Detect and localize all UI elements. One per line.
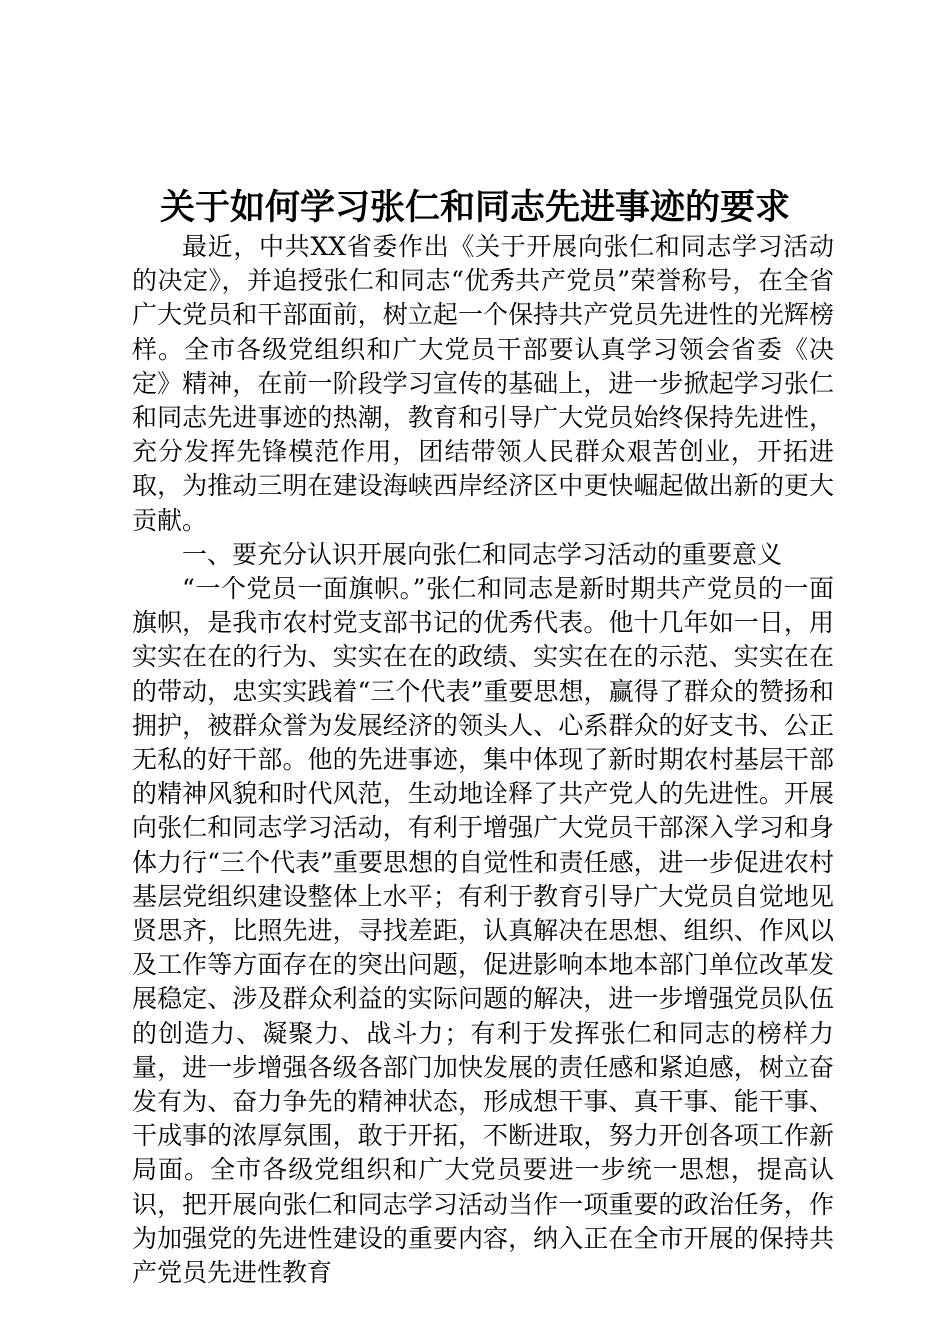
section-heading: 一、要充分认识开展向张仁和同志学习活动的重要意义 — [182, 539, 783, 569]
document-title: 关于如何学习张仁和同志先进事迹的要求 — [159, 187, 790, 228]
document-body — [132, 230, 834, 1290]
body-paragraph: “一个党员一面旗帜。”张仁和同志是新时期共产党员的一面旗帜，是我市农村党支部书记的优秀代表。他十几年如一日，用实实在在的行为、实实在在的政绩、实实在在的示范、实实在在的带动，忠实实践着“三个代表”重要思想，赢得了群众的赞扬和拥护，被群众誉为发展经济的领头人、心系群众的好支书、公正无私的好干部。他的先进事迹，集中体现了新时期农村基层干部的精神风貌和时代风范，生动地诠释了共产党人的先进性。开展向张仁和同志学习活动，有利于增强广大党员干部深入学习和身体力行“三个代表”重要思想的自觉性和责任感，进一步促进农村基层党组织建设整体上水平；有利于教育引导广大党员自觉地见贤思齐，比照先进，寻找差距，认真解决在思想、组织、作风以及工作等方面存在的突出问题，促进影响本地本部门单位改革发展稳定、涉及群众利益的实际问题的解决，进一步增强党员队伍的创造力、凝聚力、战斗力；有利于发挥张仁和同志的榜样力量，进一步增强各级各部门加快发展的责任感和紧迫感，树立奋发有为、奋力争先的精神状态，形成想干事、真干事、能干事、干成事的浓厚氛围，敢于开拓，不断进取，努力开创各项工作新局面。全市各级党组织和广大党员要进一步统一思想，提高认识，把开展向张仁和同志学习活动当作一项重要的政治任务，作为加强党的先进性建设的重要内容，纳入正在全市开展的保持共产党员先进性教育 — [132, 574, 834, 1288]
intro-paragraph: 最近，中共XX省委作出《关于开展向张仁和同志学习活动的决定》，并追授张仁和同志“优秀共产党员”荣誉称号，在全省广大党员和干部面前，树立起一个保持共产党员先进性的光辉榜样。全市各级党组织和广大党员干部要认真学习领会省委《决定》精神，在前一阶段学习宣传的基础上，进一步掀起学习张仁和同志先进事迹的热潮，教育和引导广大党员始终保持先进性，充分发挥先锋模范作用，团结带领人民群众艰苦创业，开拓进取，为推动三明在建设海峡西岸经济区中更快崛起做出新的更大贡献。 — [132, 232, 834, 535]
